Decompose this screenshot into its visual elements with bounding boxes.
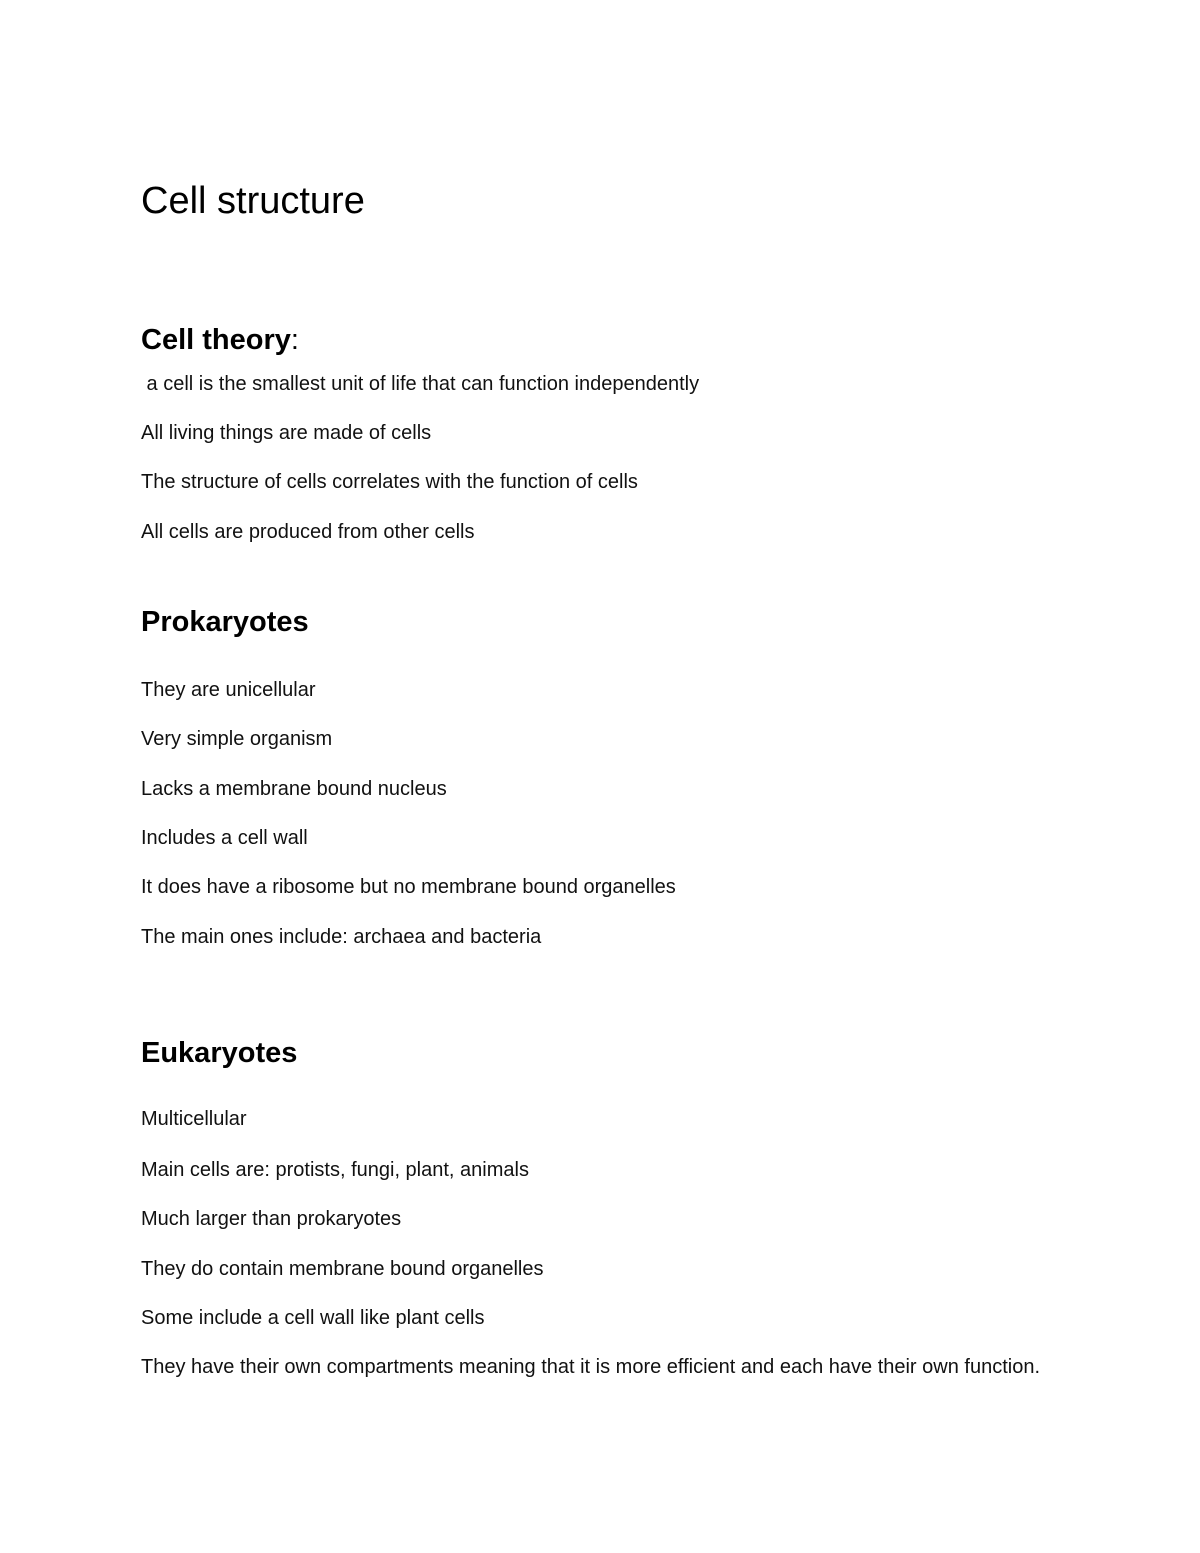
cell-theory-line: All cells are produced from other cells <box>141 521 475 543</box>
document-title: Cell structure <box>141 180 365 222</box>
prokaryotes-line: Includes a cell wall <box>141 827 308 849</box>
prokaryotes-line: Lacks a membrane bound nucleus <box>141 778 447 800</box>
prokaryotes-line: It does have a ribosome but no membrane bound organelles <box>141 876 676 898</box>
prokaryotes-line: They are unicellular <box>141 679 316 701</box>
cell-theory-line: The structure of cells correlates with the function of cells <box>141 471 638 493</box>
section-heading-suffix: : <box>290 324 299 356</box>
section-heading-prokaryotes: Prokaryotes <box>141 606 309 638</box>
section-heading-cell-theory <box>141 324 299 357</box>
prokaryotes-line: The main ones include: archaea and bacteria <box>141 926 542 948</box>
eukaryotes-line: Some include a cell wall like plant cells <box>141 1307 485 1329</box>
section-heading-eukaryotes: Eukaryotes <box>141 1037 298 1069</box>
eukaryotes-line: Much larger than prokaryotes <box>141 1208 402 1230</box>
eukaryotes-line: They do contain membrane bound organelles <box>141 1258 544 1280</box>
cell-theory-line: a cell is the smallest unit of life that can function independently <box>141 373 700 395</box>
eukaryotes-line: They have their own compartments meaning that it is more efficient and each have their own function. <box>141 1356 1041 1378</box>
eukaryotes-line: Multicellular <box>141 1108 247 1130</box>
prokaryotes-line: Very simple organism <box>141 728 333 750</box>
section-heading-text: Cell theory <box>141 324 291 356</box>
cell-theory-line: All living things are made of cells <box>141 422 432 444</box>
eukaryotes-line: Main cells are: protists, fungi, plant, animals <box>141 1159 529 1181</box>
